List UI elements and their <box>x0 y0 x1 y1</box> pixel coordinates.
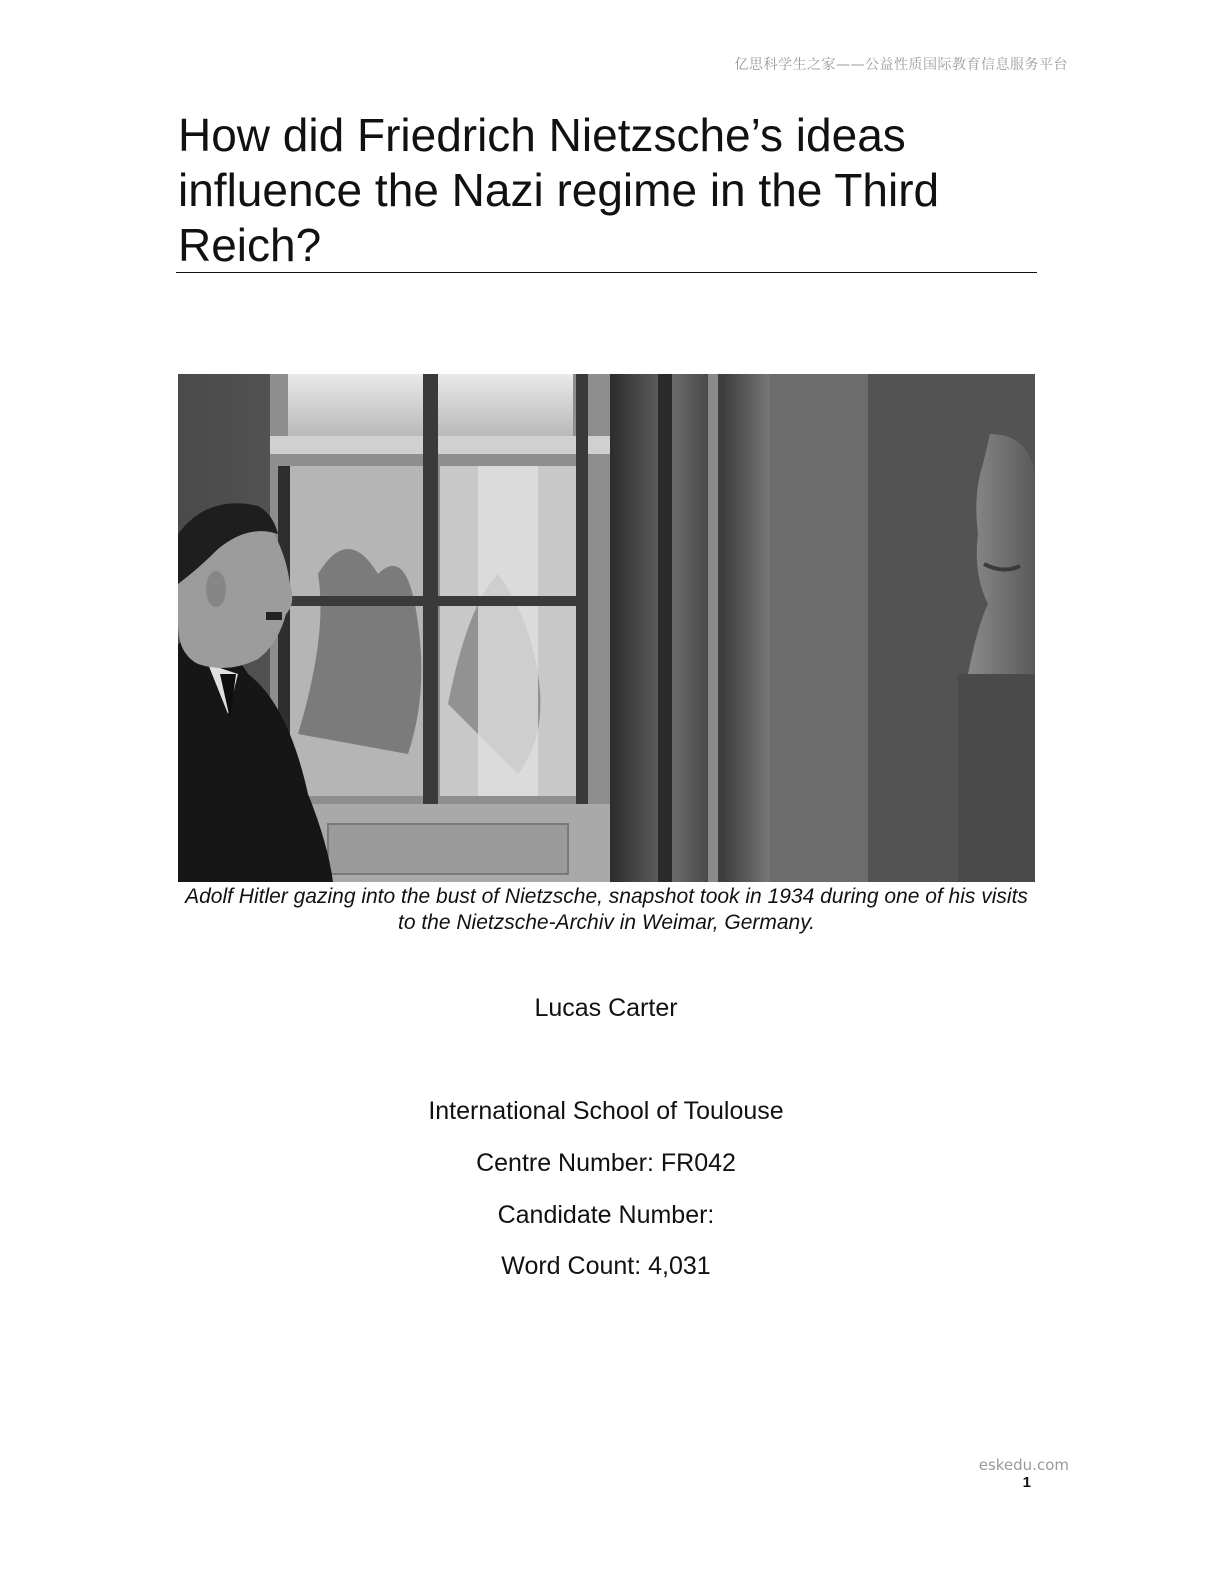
school-name: International School of Toulouse <box>428 1097 784 1125</box>
author-name: Lucas Carter <box>534 994 678 1022</box>
title-divider <box>176 272 1037 273</box>
word-count: Word Count: 4,031 <box>501 1252 711 1280</box>
candidate-number: Candidate Number: <box>497 1201 715 1229</box>
figure-caption: Adolf Hitler gazing into the bust of Nietzsche, snapshot took in 1934 during one of his visits to the Nietzsche-Archiv in Weimar, Germany. <box>185 885 1028 934</box>
document-title: How did Friedrich Nietzsche’s ideas influence the Nazi regime in the Third Reich? <box>178 109 940 271</box>
header-watermark: 亿思科学生之家——公益性质国际教育信息服务平台 <box>734 57 1068 73</box>
centre-number: Centre Number: FR042 <box>476 1149 736 1177</box>
cover-photo <box>178 374 1035 882</box>
page-number: 1 <box>1022 1474 1031 1491</box>
footer-watermark: eskedu.com <box>978 1456 1069 1474</box>
